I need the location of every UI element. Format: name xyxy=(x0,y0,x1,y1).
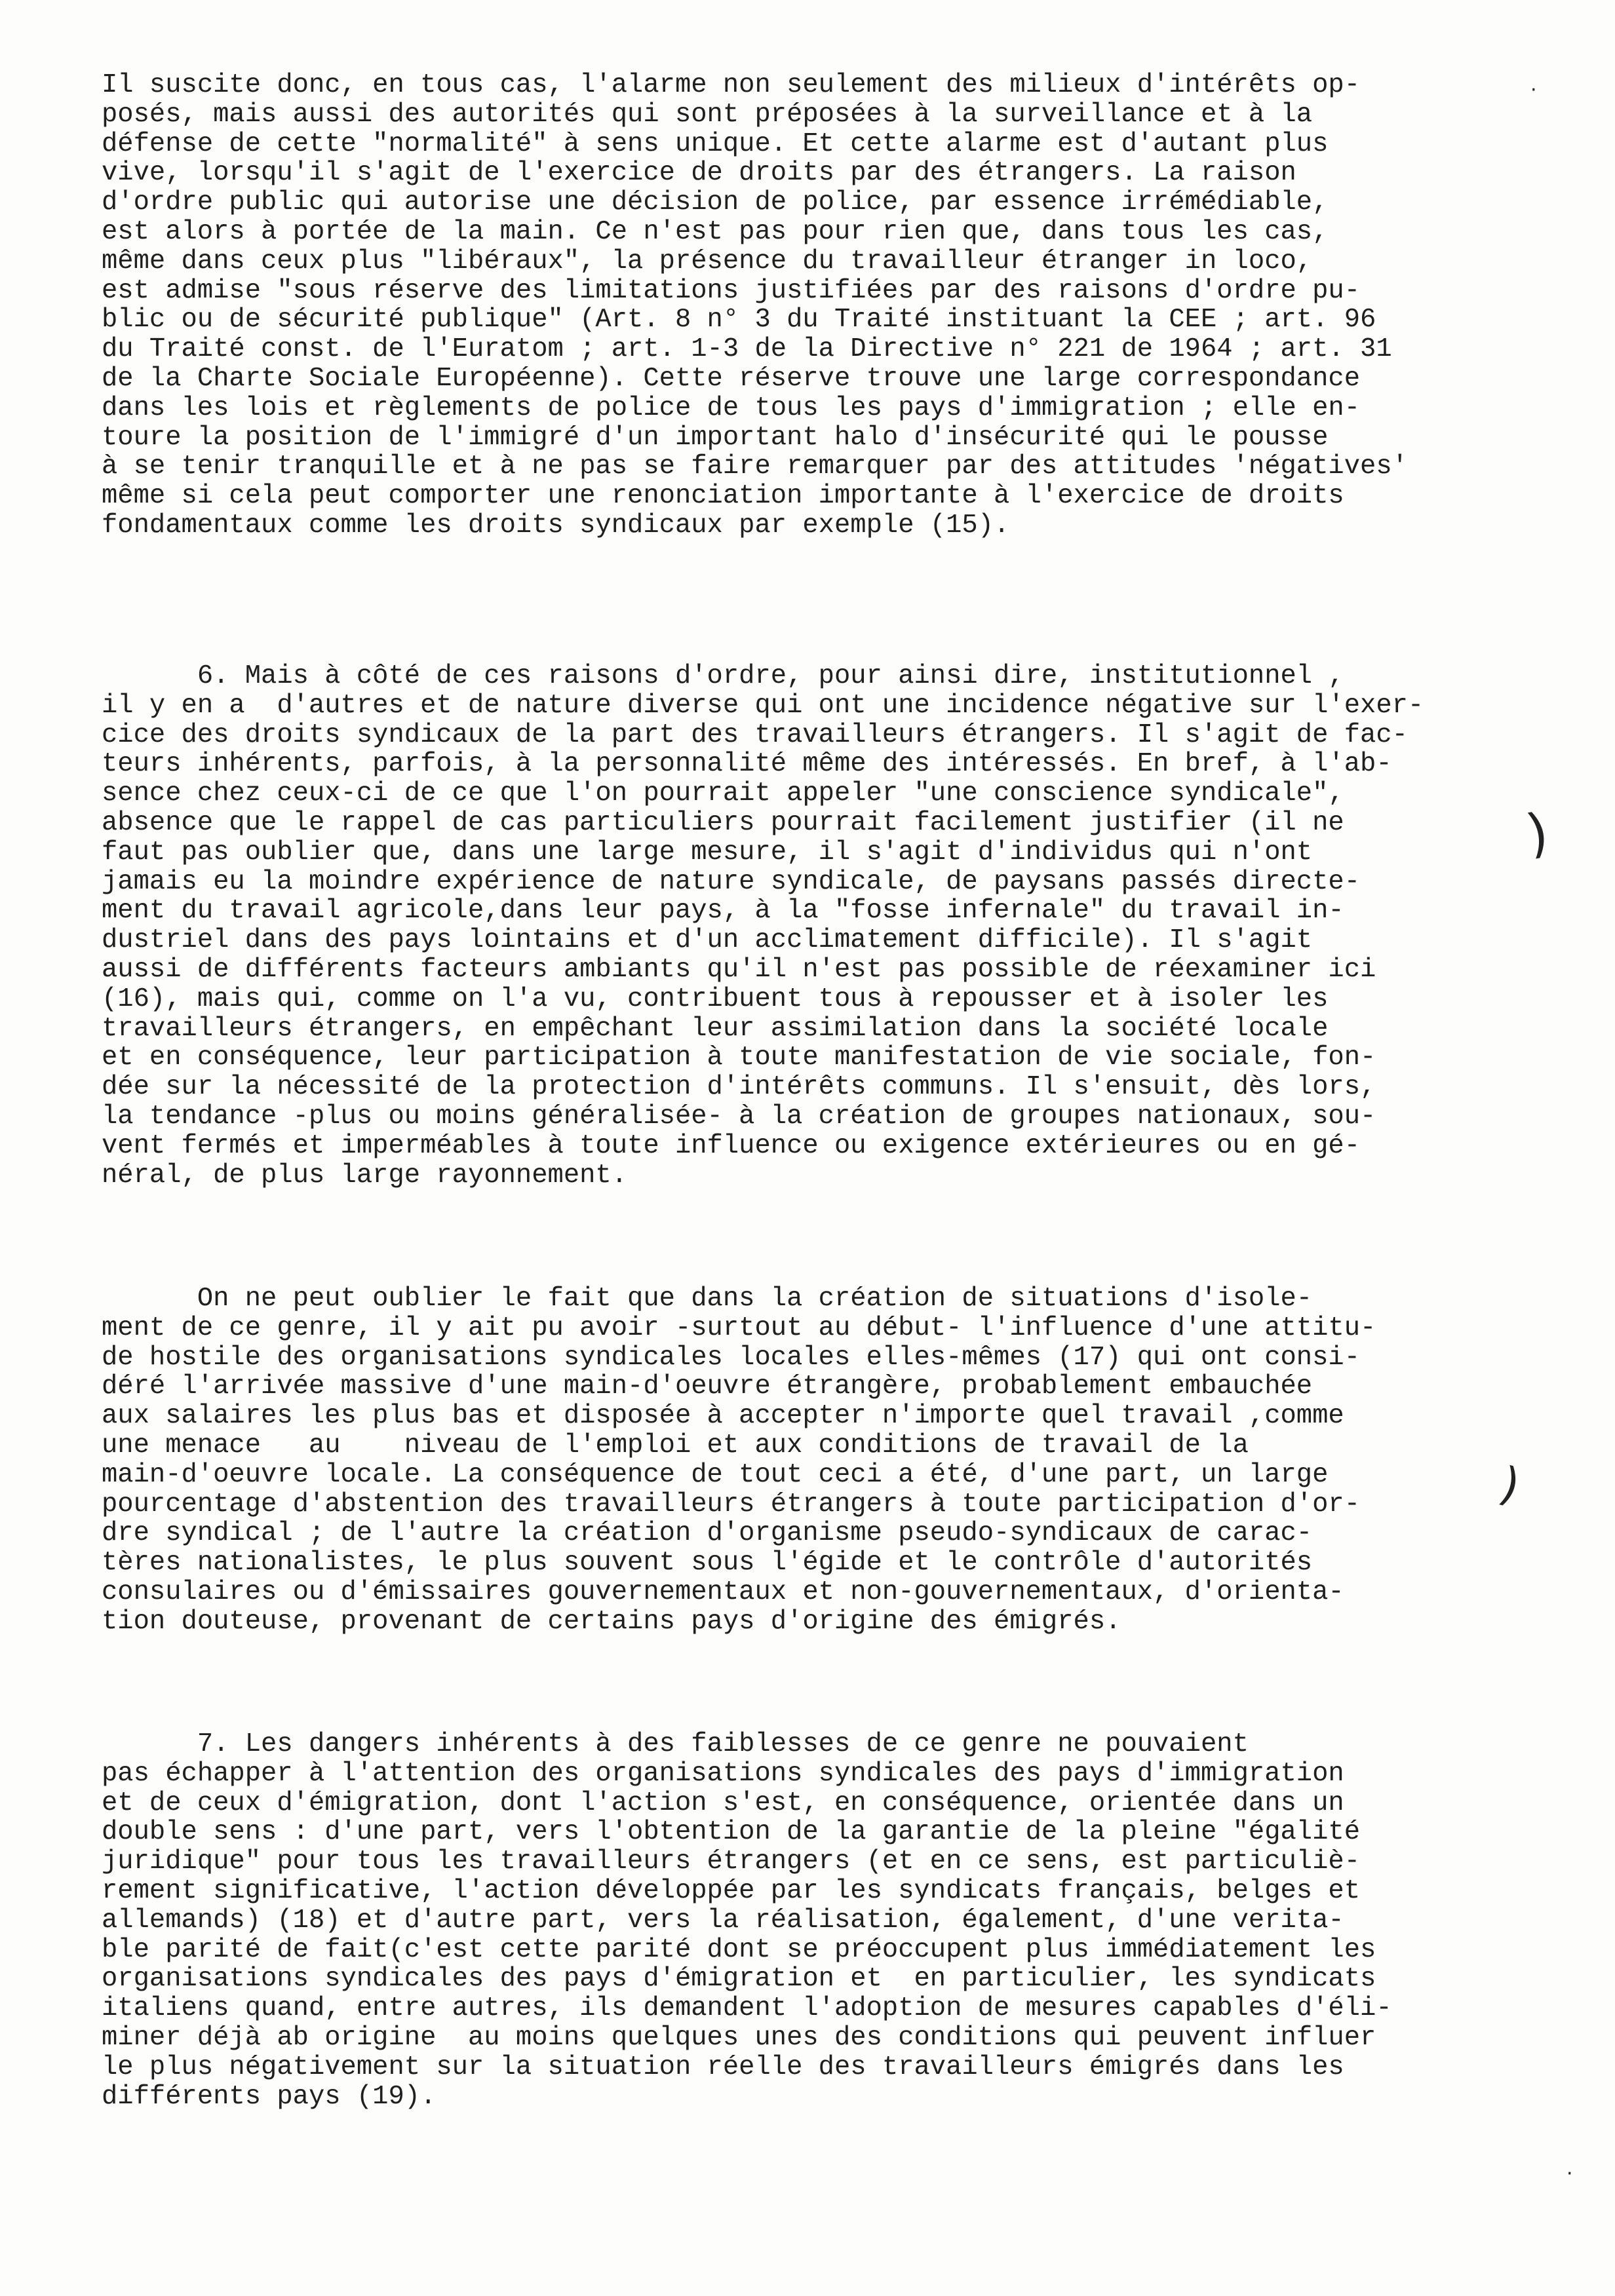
text-line: tion douteuse, provenant de certains pays d'origine des émigrés. xyxy=(102,1606,1121,1637)
text-line: miner déjà ab origine au moins quelques unes des conditions qui peuvent influer xyxy=(102,2022,1376,2053)
text-line: main-d'oeuvre locale. La conséquence de tout ceci a été, d'une part, un large xyxy=(102,1459,1329,1490)
paragraph-alarm xyxy=(102,71,1432,541)
text-line: et de ceux d'émigration, dont l'action s'est, en conséquence, orientée dans un xyxy=(102,1788,1344,1818)
text-line: consulaires ou d'émissaires gouvernementaux et non-gouvernementaux, d'orienta- xyxy=(102,1577,1344,1607)
paragraph-isolation xyxy=(102,1284,1432,1637)
text-line: vive, lorsqu'il s'agit de l'exercice de droits par des étrangers. La raison xyxy=(102,158,1296,189)
text-line: dre syndical ; de l'autre la création d'organisme pseudo-syndicaux de carac- xyxy=(102,1518,1313,1549)
text-line: différents pays (19). xyxy=(102,2081,437,2112)
text-line: la tendance -plus ou moins généralisée- à la création de groupes nationaux, sou- xyxy=(102,1101,1376,1132)
text-line: néral, de plus large rayonnement. xyxy=(102,1160,628,1191)
text-line: aussi de différents facteurs ambiants qu'il n'est pas possible de réexaminer ici xyxy=(102,954,1376,985)
text-line: teurs inhérents, parfois, à la personnalité même des intéressés. En bref, à l'ab- xyxy=(102,749,1392,780)
text-line: (16), mais qui, comme on l'a vu, contribuent tous à repousser et à isoler les xyxy=(102,984,1329,1014)
text-line: dée sur la nécessité de la protection d'intérêts communs. Il s'ensuit, dès lors, xyxy=(102,1072,1376,1103)
text-line: pourcentage d'abstention des travailleurs étrangers à toute participation d'or- xyxy=(102,1489,1361,1520)
text-line: ble parité de fait(c'est cette parité dont se préoccupent plus immédiatement les xyxy=(102,1934,1376,1965)
text-line: même dans ceux plus "libéraux", la présence du travailleur étranger in loco, xyxy=(102,246,1313,277)
text-line: absence que le rappel de cas particuliers pourrait facilement justifier (il ne xyxy=(102,807,1344,838)
paragraph-section-7 xyxy=(102,1730,1432,2111)
text-line: 6. Mais à côté de ces raisons d'ordre, pour ainsi dire, institutionnel , xyxy=(102,661,1344,691)
text-line: du Traité const. de l'Euratom ; art. 1-3 de la Directive n° 221 de 1964 ; art. 31 xyxy=(102,334,1392,365)
text-line: une menace au niveau de l'emploi et aux conditions de travail de la xyxy=(102,1430,1249,1461)
text-line: et en conséquence, leur participation à toute manifestation de vie sociale, fon- xyxy=(102,1043,1376,1073)
text-line: italiens quand, entre autres, ils demandent l'adoption de mesures capables d'éli- xyxy=(102,1993,1392,2024)
text-line: blic ou de sécurité publique" (Art. 8 n° 3 du Traité instituant la CEE ; art. 96 xyxy=(102,305,1376,335)
text-line: faut pas oublier que, dans une large mesure, il s'agit d'individus qui n'ont xyxy=(102,837,1313,868)
text-line: juridique" pour tous les travailleurs étrangers (et en ce sens, est particuliè- xyxy=(102,1846,1361,1877)
text-line: pas échapper à l'attention des organisations syndicales des pays d'immigration xyxy=(102,1758,1344,1789)
text-line: On ne peut oublier le fait que dans la création de situations d'isole- xyxy=(102,1284,1313,1314)
text-line: sence chez ceux-ci de ce que l'on pourrait appeler "une conscience syndicale", xyxy=(102,778,1344,809)
text-line: défense de cette "normalité" à sens unique. Et cette alarme est d'autant plus xyxy=(102,128,1329,159)
text-line: rement significative, l'action développée par les syndicats français, belges et xyxy=(102,1875,1361,1906)
text-line: à se tenir tranquille et à ne pas se faire remarquer par des attitudes 'négatives' xyxy=(102,451,1408,482)
paragraph-section-6 xyxy=(102,662,1432,1190)
text-line: travailleurs étrangers, en empêchant leur assimilation dans la société locale xyxy=(102,1013,1329,1044)
text-line: allemands) (18) et d'autre part, vers la réalisation, également, d'une verita- xyxy=(102,1905,1344,1936)
scan-speck-mark: · xyxy=(1566,2162,1573,2185)
text-line: posés, mais aussi des autorités qui sont préposées à la surveillance et à la xyxy=(102,99,1313,130)
text-line: le plus négativement sur la situation réelle des travailleurs émigrés dans les xyxy=(102,2052,1344,2082)
text-line: Il suscite donc, en tous cas, l'alarme non seulement des milieux d'intérêts op- xyxy=(102,70,1361,100)
text-line: ment de ce genre, il y ait pu avoir -surtout au début- l'influence d'une attitu- xyxy=(102,1312,1376,1343)
margin-pen-mark: ) xyxy=(1522,801,1553,866)
text-line: il y en a d'autres et de nature diverse qui ont une incidence négative sur l'exer- xyxy=(102,690,1424,721)
text-line: dans les lois et règlements de police de tous les pays d'immigration ; elle en- xyxy=(102,392,1361,423)
text-line: vent fermés et imperméables à toute influence ou exigence extérieures ou en gé- xyxy=(102,1130,1361,1161)
text-line: 7. Les dangers inhérents à des faiblesses de ce genre ne pouvaient xyxy=(102,1729,1249,1759)
text-line: est alors à portée de la main. Ce n'est pas pour rien que, dans tous les cas, xyxy=(102,216,1329,247)
margin-pen-mark: ) xyxy=(1494,1456,1526,1514)
text-line: tères nationalistes, le plus souvent sous l'égide et le contrôle d'autorités xyxy=(102,1548,1313,1578)
text-line: même si cela peut comporter une renonciation importante à l'exercice de droits xyxy=(102,481,1344,512)
text-line: toure la position de l'immigré d'un important halo d'insécurité qui le pousse xyxy=(102,422,1329,453)
text-line: double sens : d'une part, vers l'obtention de la garantie de la pleine "égalité xyxy=(102,1817,1361,1848)
text-line: cice des droits syndicaux de la part des travailleurs étrangers. Il s'agit de fac- xyxy=(102,719,1408,750)
text-line: est admise "sous réserve des limitations justifiées par des raisons d'ordre pu- xyxy=(102,275,1361,306)
text-line: aux salaires les plus bas et disposée à accepter n'importe quel travail ,comme xyxy=(102,1401,1344,1432)
text-line: ment du travail agricole,dans leur pays, à la "fosse infernale" du travail in- xyxy=(102,896,1344,927)
text-line: jamais eu la moindre expérience de nature syndicale, de paysans passés directe- xyxy=(102,866,1361,897)
text-line: déré l'arrivée massive d'une main-d'oeuvre étrangère, probablement embauchée xyxy=(102,1371,1313,1402)
scan-speck-mark: · xyxy=(1530,79,1537,102)
text-line: dustriel dans des pays lointains et d'un acclimatement difficile). Il s'agit xyxy=(102,925,1313,956)
text-line: fondamentaux comme les droits syndicaux par exemple (15). xyxy=(102,510,1010,541)
text-line: de hostile des organisations syndicales locales elles-mêmes (17) qui ont consi- xyxy=(102,1342,1361,1373)
text-line: organisations syndicales des pays d'émigration et en particulier, les syndicats xyxy=(102,1964,1376,1995)
text-line: d'ordre public qui autorise une décision de police, par essence irrémédiable, xyxy=(102,187,1329,218)
text-line: de la Charte Sociale Européenne). Cette réserve trouve une large correspondance xyxy=(102,363,1361,394)
